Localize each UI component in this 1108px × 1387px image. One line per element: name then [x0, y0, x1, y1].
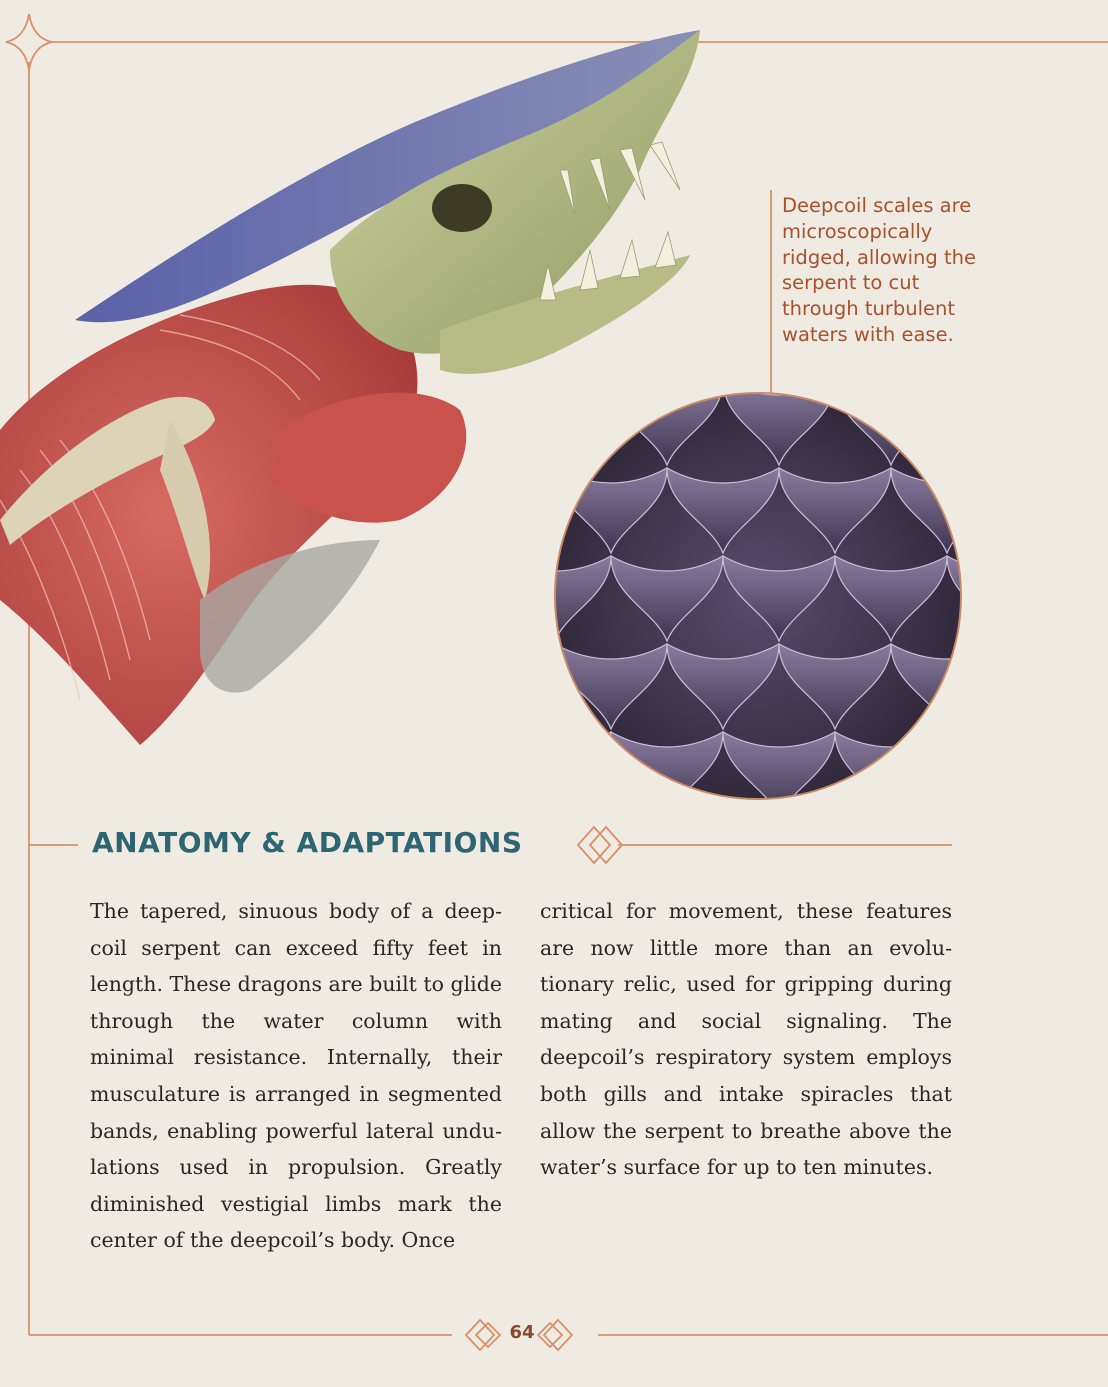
scale-shape: [1003, 644, 1108, 729]
scale-shape: [387, 556, 499, 641]
scale-shape: [667, 292, 779, 377]
scale-shape: [947, 732, 1059, 817]
scale-shape: [947, 556, 1059, 641]
body-text-column-left: The tapered, sinuous body of a deepcoil serpent can exceed fifty feet in length. These dragons are built to glide through the water column with minimal resistance. Internally, their musculature is arranged in segmented bands, enabling powerful lateral undulations used in propulsion. Greatly diminished vestigial limbs mark the center of the deepcoil’s body. Once: [90, 899, 502, 1253]
scale-shape: [443, 468, 555, 553]
scale-detail-drawing: [387, 292, 1108, 993]
scale-shape: [387, 732, 499, 817]
section-title: ANATOMY & ADAPTATIONS: [92, 826, 523, 859]
scale-shape: [1003, 820, 1108, 905]
body-text-column-right: critical for movement, these features are now little more than an evolutionary relic, used for gripping during mating and social signaling. The deepcoil’s respiratory system employs both gills and intake spiracles that allow the serpent to breathe above the water’s surface for up to ten minutes.: [540, 899, 952, 1180]
page-number: 64: [509, 1322, 535, 1343]
scale-callout-text: Deepcoil scales are microscopically ridged, allowing the serpent to cut through turbulent waters with ease.: [782, 194, 976, 346]
scale-shape: [947, 908, 1059, 993]
scale-shape: [443, 644, 555, 729]
scale-shape: [1003, 468, 1108, 553]
scale-shape: [499, 732, 611, 817]
scale-shape: [1003, 292, 1108, 377]
scale-shape: [947, 380, 1059, 465]
scale-shape: [499, 380, 611, 465]
